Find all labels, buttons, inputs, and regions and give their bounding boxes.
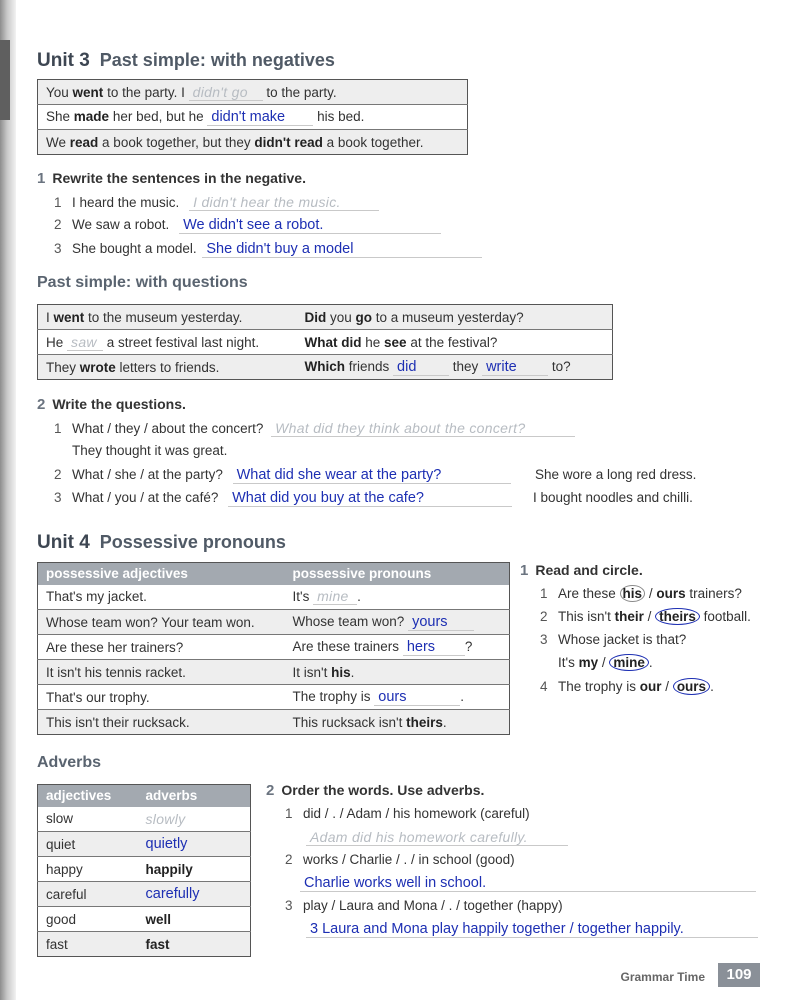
order-words-item: 2 works / Charlie / . / in school (good): [285, 852, 515, 867]
exercise1-heading: 1 Rewrite the sentences in the negative.: [37, 170, 306, 187]
exercise2-reply: They thought it was great.: [72, 443, 228, 458]
unit4-heading: [37, 532, 286, 554]
table-header: possessive adjectives possessive pronouns: [38, 563, 510, 585]
adverbs-heading: Adverbs: [37, 754, 102, 771]
table-row: Are these her trainers? Are these trainers hers ?: [38, 635, 510, 660]
circled-mine: mine: [609, 654, 649, 671]
answer-ours: ours: [374, 689, 460, 706]
table-row: That's our trophy. The trophy is ours .: [38, 685, 510, 710]
table-row: We read a book together, but they didn't read a book together.: [38, 130, 468, 155]
circled-ours: ours: [673, 678, 710, 695]
read-circle-item-cont: It's my / mine .: [558, 655, 653, 670]
table-row: That's my jacket. It's mine .: [38, 585, 510, 610]
table-row: You went to the party. I didn't go to the party.: [38, 80, 468, 105]
table-row: quiet quietly: [38, 832, 251, 857]
answer-yours: yours: [408, 614, 474, 631]
table-row: This isn't their rucksack. This rucksack isn't theirs.: [38, 710, 510, 735]
answer-saw: saw: [67, 334, 103, 351]
page-number: 109: [718, 963, 760, 987]
read-circle-item: 2 This isn't their / theirs football.: [540, 609, 751, 624]
exercise2-item: 1 What / they / about the concert? What did they think about the concert?: [54, 420, 575, 437]
table-row: They wrote letters to friends. Which friends did they write to?: [38, 355, 613, 380]
exercise1-item: 3 She bought a model. She didn't buy a model: [54, 241, 482, 258]
unit3-label: Unit 3: [37, 50, 90, 71]
table-row: He saw a street festival last night. What did he see at the festival?: [38, 330, 613, 355]
table-row: good well: [38, 907, 251, 932]
exercise2-item: 2 What / she / at the party? What did she wear at the party?: [54, 467, 511, 484]
table-row: She made her bed, but he didn't make his bed.: [38, 105, 468, 130]
table-header: adjectives adverbs: [38, 785, 251, 807]
table-row: It isn't his tennis racket. It isn't his.: [38, 660, 510, 685]
exercise1-item: 2 We saw a robot. We didn't see a robot.: [54, 217, 441, 234]
table-row: careful carefully: [38, 882, 251, 907]
adverb-quietly: quietly: [145, 836, 188, 852]
adverb-carefully: carefully: [145, 886, 200, 902]
exercise2-reply: She wore a long red dress.: [535, 467, 697, 482]
book-spine-mark: [0, 40, 10, 120]
unit3-heading: [37, 50, 335, 72]
table-row: I went to the museum yesterday. Did you go to a museum yesterday?: [38, 305, 613, 330]
order-words-item: 1 did / . / Adam / his homework (careful): [285, 806, 530, 821]
exercise1-answer: We didn't see a robot.: [179, 217, 441, 234]
table-row: Whose team won? Your team won. Whose team won? yours: [38, 610, 510, 635]
table-row: fast fast: [38, 932, 251, 957]
exercise1-answer: I didn't hear the music.: [189, 194, 379, 211]
circled-his: his: [620, 585, 646, 602]
answer-did: did: [393, 359, 449, 376]
order-words-answer: Adam did his homework carefully.: [306, 829, 568, 846]
exercise2-heading: 2 Write the questions.: [37, 396, 186, 413]
order-words-heading: 2 Order the words. Use adverbs.: [266, 782, 485, 799]
answer-didnt-go: didn't go: [189, 84, 263, 101]
questions-heading: Past simple: with questions: [37, 274, 248, 291]
read-circle-heading: 1 Read and circle.: [520, 562, 643, 579]
read-circle-item: 3 Whose jacket is that?: [540, 632, 687, 647]
read-circle-item: 4 The trophy is our / ours .: [540, 679, 714, 694]
order-words-answer: Charlie works well in school.: [300, 875, 756, 892]
unit3-title: Past simple: with negatives: [99, 50, 335, 70]
order-words-answer: 3 Laura and Mona play happily together / together happily.: [306, 921, 758, 938]
negatives-table: [37, 79, 468, 155]
circled-theirs: theirs: [655, 608, 700, 625]
read-circle-item: 1 Are these his / ours trainers?: [540, 586, 742, 601]
exercise1-item: 1 I heard the music. I didn't hear the music.: [54, 194, 379, 211]
answer-mine: mine: [313, 588, 357, 605]
adverb-slowly: slowly: [145, 810, 186, 827]
answer-write: write: [482, 359, 548, 376]
exercise1-answer: She didn't buy a model: [202, 241, 482, 258]
answer-didnt-make: didn't make: [207, 109, 313, 126]
table-row: happy happily: [38, 857, 251, 882]
exercise2-reply: I bought noodles and chilli.: [533, 490, 693, 505]
answer-hers: hers: [403, 639, 465, 656]
unit4-label: Unit 4: [37, 532, 90, 553]
exercise2-answer: What did they think about the concert?: [271, 420, 575, 437]
table-row: slow slowly: [38, 807, 251, 832]
footer-section-label: Grammar Time: [620, 970, 705, 984]
exercise2-answer: What did you buy at the cafe?: [228, 490, 512, 507]
exercise2-item: 3 What / you / at the café? What did you buy at the cafe?: [54, 490, 512, 507]
adverbs-table: [37, 784, 251, 957]
possessive-table: [37, 562, 510, 735]
book-spine-shadow: [0, 0, 16, 1000]
unit4-title: Possessive pronouns: [99, 532, 286, 552]
exercise2-answer: What did she wear at the party?: [233, 467, 511, 484]
questions-table: [37, 304, 613, 380]
order-words-item: 3 play / Laura and Mona / . / together (happy): [285, 898, 563, 913]
